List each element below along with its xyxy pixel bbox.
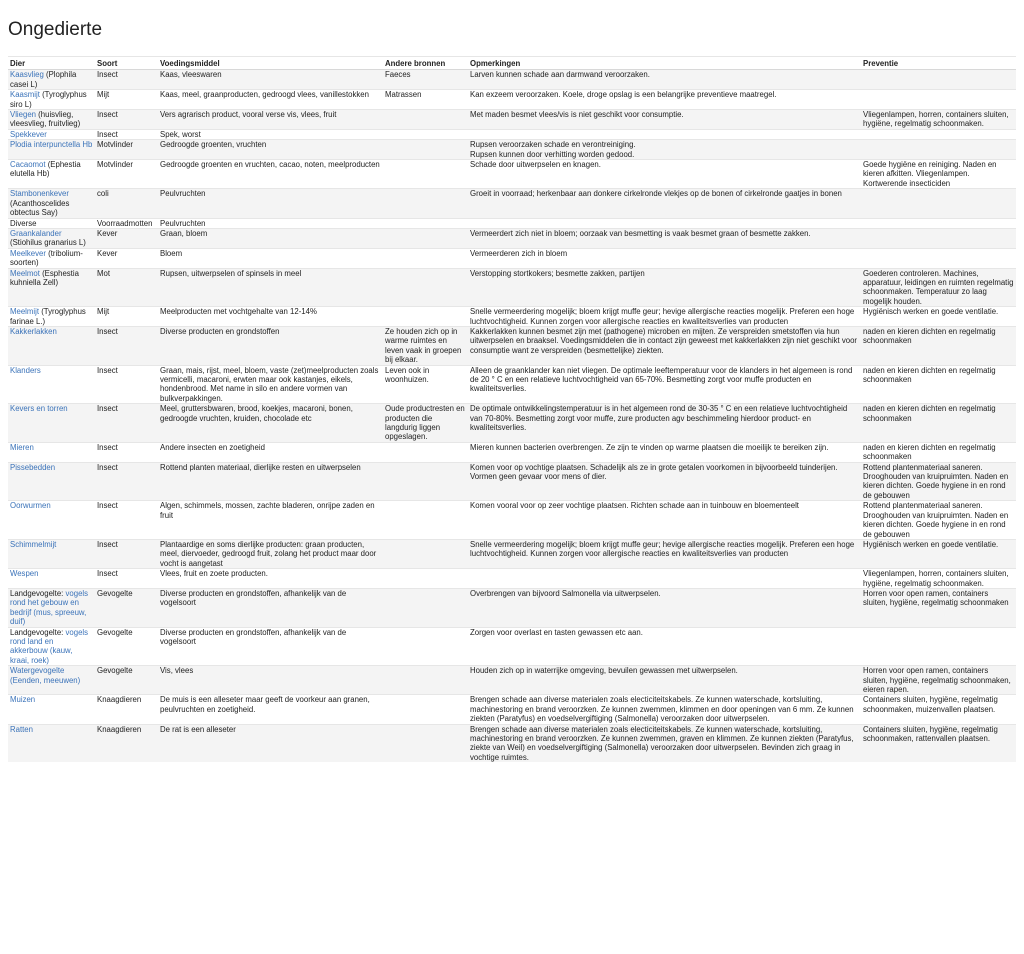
animal-link[interactable]: Kakkerlakken: [10, 326, 57, 336]
table-row: [8, 462, 1016, 501]
cell-voedingsmiddel: Algen, schimmels, mossen, zachte bladeren, onrijpe zaden en fruit: [158, 501, 383, 540]
animal-link[interactable]: Watergevogelte (Eenden, meeuwen): [10, 666, 81, 685]
animal-latin-name: (Tyroglyphus siro L): [10, 90, 87, 109]
cell-dier: [8, 404, 95, 443]
cell-preventie: Horren voor open ramen, containers sluiten, hygiëne, regelmatig schoonmaken, eieren rapen.: [861, 666, 1016, 695]
cell-dier: [8, 140, 95, 160]
cell-preventie: Hygiënisch werken en goede ventilatie.: [861, 539, 1016, 568]
table-row: [8, 248, 1016, 268]
cell-voedingsmiddel: Rottend planten materiaal, dierlijke resten en uitwerpselen: [158, 462, 383, 501]
table-row: [8, 501, 1016, 540]
cell-dier: [8, 307, 95, 327]
cell-soort: Voorraadmotten: [95, 218, 158, 228]
cell-andere-bronnen: Matrassen: [383, 90, 468, 110]
cell-andere-bronnen: [383, 248, 468, 268]
cell-andere-bronnen: [383, 724, 468, 762]
column-header-andere-bronnen: Andere bronnen: [383, 57, 468, 70]
cell-dier: [8, 462, 95, 501]
cell-preventie: Hygiënisch werken en goede ventilatie.: [861, 307, 1016, 327]
cell-preventie: naden en kieren dichten en regelmatig schoonmaken: [861, 365, 1016, 404]
cell-andere-bronnen: [383, 140, 468, 160]
animal-latin-name: (Ephestia elutella Hb): [10, 160, 81, 179]
cell-preventie: Vliegenlampen, horren, containers sluiten, hygiëne, regelmatig schoonmaken.: [861, 110, 1016, 130]
cell-voedingsmiddel: Graan, mais, rijst, meel, bloem, vaste (zet)meelproducten zoals vermicelli, macaroni, erwten maar ook kastanjes, eikels, hondenbrood. Met name in silo en andere vormen van bulkverpakkingen.: [158, 365, 383, 404]
cell-soort: coli: [95, 189, 158, 218]
table-row: [8, 539, 1016, 568]
cell-dier: [8, 365, 95, 404]
cell-dier: [8, 189, 95, 218]
cell-preventie: [861, 90, 1016, 110]
cell-andere-bronnen: [383, 442, 468, 462]
cell-soort: Insect: [95, 501, 158, 540]
cell-preventie: [861, 129, 1016, 139]
cell-opmerkingen: [468, 569, 861, 589]
cell-preventie: Containers sluiten, hygiëne, regelmatig schoonmaken, muizenvallen plaatsen.: [861, 695, 1016, 724]
cell-preventie: [861, 228, 1016, 248]
animal-link[interactable]: Plodia interpunctella Hb: [10, 140, 93, 150]
animal-prefix: Landgevogelte:: [10, 627, 66, 637]
animal-link[interactable]: Pissebedden: [10, 462, 56, 472]
cell-opmerkingen-line: Rupsen veroorzaken schade en verontreiniging.: [470, 140, 636, 150]
cell-voedingsmiddel: Graan, bloem: [158, 228, 383, 248]
cell-opmerkingen: [468, 129, 861, 139]
table-row: [8, 268, 1016, 307]
cell-andere-bronnen: Leven ook in woonhuizen.: [383, 365, 468, 404]
animal-latin-name: (Stiohilus granarius L): [10, 238, 86, 248]
animal-link[interactable]: Stambonenkever: [10, 189, 69, 199]
cell-opmerkingen: Verstopping stortkokers; besmette zakken, partijen: [468, 268, 861, 307]
cell-opmerkingen: Vermeerderen zich in bloem: [468, 248, 861, 268]
cell-andere-bronnen: [383, 462, 468, 501]
cell-soort: Gevogelte: [95, 627, 158, 666]
animal-prefix: Diverse: [10, 218, 37, 228]
cell-soort: Motvlinder: [95, 140, 158, 160]
cell-soort: Insect: [95, 442, 158, 462]
cell-opmerkingen: Komen voor op vochtige plaatsen. Schadelijk als ze in grote getalen voorkomen in bijvoorbeeld tuinderijen. Vormen geen gevaar voor mens of dier.: [468, 462, 861, 501]
animal-latin-name: (Tyroglyphus farinae L.): [10, 307, 86, 326]
animal-link[interactable]: Schimmelmijt: [10, 539, 57, 549]
cell-opmerkingen: De optimale ontwikkelingstemperatuur is in het algemeen rond de 30-35 ° C en een relatieve luchtvochtigheid van 70-80%. Besmetting zorgt voor muffe, zure producten agv beschimmeling hierdoor product- en kwaliteitsverlies.: [468, 404, 861, 443]
cell-soort: Mijt: [95, 307, 158, 327]
cell-voedingsmiddel: Meelproducten met vochtgehalte van 12-14%: [158, 307, 383, 327]
table-row: [8, 189, 1016, 218]
table-row: [8, 404, 1016, 443]
cell-soort: Gevogelte: [95, 588, 158, 627]
cell-preventie: [861, 189, 1016, 218]
cell-andere-bronnen: Ze houden zich op in warme ruimtes en leven vaak in groepen bij elkaar.: [383, 326, 468, 365]
cell-dier: [8, 539, 95, 568]
cell-soort: Insect: [95, 365, 158, 404]
table-row: [8, 588, 1016, 627]
animal-link[interactable]: Ratten: [10, 724, 33, 734]
cell-preventie: Containers sluiten, hygiëne, regelmatig schoonmaken, rattenvallen plaatsen.: [861, 724, 1016, 762]
cell-opmerkingen: Met maden besmet vlees/vis is niet geschikt voor consumptie.: [468, 110, 861, 130]
cell-soort: Insect: [95, 539, 158, 568]
column-header-preventie: Preventie: [861, 57, 1016, 70]
cell-soort: Gevogelte: [95, 666, 158, 695]
cell-preventie: naden en kieren dichten en regelmatig schoonmaken: [861, 404, 1016, 443]
cell-opmerkingen: Kakkerlakken kunnen besmet zijn met (pathogene) microben en mijten. Ze verspreiden smetstoffen via hun uitwerpselen en braaksel. Voedingsmiddelen die in contact zijn geweest met kakkerlakken zijn niet geschikt voor consumptie want ze verspreiden (besmettelijke) ziekten.: [468, 326, 861, 365]
cell-preventie: Vliegenlampen, horren, containers sluiten, hygiëne, regelmatig schoonmaken.: [861, 569, 1016, 589]
cell-soort: Insect: [95, 326, 158, 365]
cell-voedingsmiddel: Diverse producten en grondstoffen, afhankelijk van de vogelsoort: [158, 588, 383, 627]
cell-opmerkingen: Snelle vermeerdering mogelijk; bloem krijgt muffe geur; hevige allergische reacties mogelijk. Preferen een hoge luchtvochtigheid. Kunnen zorgen voor allergische reacties en kwaliteitsverlies van producten: [468, 539, 861, 568]
cell-dier: [8, 627, 95, 666]
column-header-soort: Soort: [95, 57, 158, 70]
cell-preventie: Rottend plantenmateriaal saneren. Drooghouden van kruipruimten. Naden en kieren dichten. Goede hygiene in en rond de gebouwen: [861, 501, 1016, 540]
cell-soort: Insect: [95, 462, 158, 501]
animal-link[interactable]: vogels rond het gebouw en bedrijf (mus, spreeuw, duif): [10, 588, 89, 627]
cell-opmerkingen: Brengen schade aan diverse materialen zoals electiciteitskabels. Ze kunnen waterschade, kortsluiting, machinestoring en brand veroorzken. Ze kunnen zwemmen, graven en klimmen. Ze kunnen ziekten (Paratyfus, ziekte van Weil) en voedselvergiftiging (Salmonella) veroorzaken door uitwerpselen. Bevinden zich graag in vochtige ruimtes.: [468, 724, 861, 762]
table-row: [8, 365, 1016, 404]
table-row: [8, 110, 1016, 130]
cell-opmerkingen: Brengen schade aan diverse materialen zoals electiciteitskabels. Ze kunnen waterschade, kortsluiting, machinestoring en brand veroorzken. Ze kunnen zwemmen, klimmen en door openingen van 6 mm. Ze kunnen ziekten (Paratyfus) en voedselvergiftiging (Salmonella) veroorzaken door uitwerpselen.: [468, 695, 861, 724]
cell-opmerkingen: Zorgen voor overlast en tasten gewassen etc aan.: [468, 627, 861, 666]
cell-opmerkingen: Groeit in voorraad; herkenbaar aan donkere cirkelronde vlekjes op de bonen of cirkelronde gaatjes in bonen: [468, 189, 861, 218]
cell-dier: [8, 501, 95, 540]
cell-dier: [8, 248, 95, 268]
cell-andere-bronnen: [383, 129, 468, 139]
cell-opmerkingen: Vermeerdert zich niet in bloem; oorzaak van besmetting is vaak besmet graan of besmette zakken.: [468, 228, 861, 248]
animal-link[interactable]: Kaasvlieg: [10, 70, 44, 80]
cell-opmerkingen-line: Rupsen kunnen door verhitting worden gedood.: [470, 149, 635, 159]
cell-preventie: [861, 248, 1016, 268]
animal-link[interactable]: Meelkever: [10, 248, 46, 258]
animal-link[interactable]: Klanders: [10, 365, 41, 375]
cell-voedingsmiddel: Peulvruchten: [158, 218, 383, 228]
cell-preventie: naden en kieren dichten en regelmatig schoonmaken: [861, 326, 1016, 365]
cell-andere-bronnen: Faeces: [383, 70, 468, 90]
table-row: [8, 140, 1016, 160]
cell-preventie: [861, 70, 1016, 90]
animal-latin-name: (tribolium-soorten): [10, 248, 83, 268]
table-row: [8, 569, 1016, 589]
cell-opmerkingen: [468, 140, 861, 160]
cell-voedingsmiddel: Plantaardige en soms dierlijke producten: graan producten, meel, diervoeder, gedroogd fruit, zolang het product maar door vocht is aangetast: [158, 539, 383, 568]
animal-link[interactable]: Graankalander: [10, 228, 62, 238]
cell-dier: [8, 228, 95, 248]
cell-preventie: Horren voor open ramen, containers sluiten, hygiëne, regelmatig schoonmaken: [861, 588, 1016, 627]
cell-opmerkingen: Alleen de graanklander kan niet vliegen. De optimale leeftemperatuur voor de klanders in het algemeen is rond de 20 ° C en een relatieve luchtvochtigheid van 65-70%. Besmetting zorgt voor muffe producten en kwaliteitsverlies.: [468, 365, 861, 404]
table-row: [8, 218, 1016, 228]
animal-prefix: Landgevogelte:: [10, 588, 66, 598]
cell-preventie: [861, 627, 1016, 666]
cell-voedingsmiddel: Meel, gruttersbwaren, brood, koekjes, macaroni, bonen, gedroogde vruchten, kruiden, chocolade etc: [158, 404, 383, 443]
cell-soort: Insect: [95, 404, 158, 443]
cell-dier: [8, 129, 95, 139]
cell-voedingsmiddel: Kaas, meel, graanproducten, gedroogd vlees, vanillestokken: [158, 90, 383, 110]
cell-preventie: [861, 140, 1016, 160]
cell-voedingsmiddel: Kaas, vleeswaren: [158, 70, 383, 90]
table-row: [8, 90, 1016, 110]
cell-voedingsmiddel: Andere insecten en zoetigheid: [158, 442, 383, 462]
animal-link[interactable]: Cacaomot: [10, 160, 46, 170]
column-header-dier: Dier: [8, 57, 95, 70]
cell-opmerkingen: Mieren kunnen bacterien overbrengen. Ze zijn te vinden op warme plaatsen die moeilijk te bereiken zijn.: [468, 442, 861, 462]
cell-andere-bronnen: [383, 189, 468, 218]
cell-voedingsmiddel: Bloem: [158, 248, 383, 268]
cell-dier: [8, 724, 95, 762]
page-title: Ongedierte: [8, 19, 103, 40]
cell-voedingsmiddel: Peulvruchten: [158, 189, 383, 218]
column-header-opmerkingen: Opmerkingen: [468, 57, 861, 70]
cell-voedingsmiddel: De rat is een alleseter: [158, 724, 383, 762]
table-row: [8, 326, 1016, 365]
cell-dier: [8, 588, 95, 627]
table-row: [8, 160, 1016, 189]
table-header-row: [8, 57, 1016, 70]
animal-link[interactable]: Meelmot: [10, 268, 40, 278]
cell-andere-bronnen: [383, 268, 468, 307]
cell-soort: Mijt: [95, 90, 158, 110]
cell-andere-bronnen: [383, 627, 468, 666]
cell-voedingsmiddel: Vis, vlees: [158, 666, 383, 695]
table-row: [8, 442, 1016, 462]
cell-soort: Insect: [95, 70, 158, 90]
table-row: [8, 627, 1016, 666]
cell-dier: [8, 90, 95, 110]
cell-andere-bronnen: [383, 160, 468, 189]
cell-voedingsmiddel: Gedroogde groenten en vruchten, cacao, noten, meelproducten: [158, 160, 383, 189]
cell-voedingsmiddel: Gedroogde groenten, vruchten: [158, 140, 383, 160]
cell-andere-bronnen: [383, 588, 468, 627]
cell-andere-bronnen: [383, 695, 468, 724]
cell-andere-bronnen: [383, 110, 468, 130]
cell-dier: [8, 218, 95, 228]
animal-link[interactable]: vogels rond land en akkerbouw (kauw, kraai, roek): [10, 627, 89, 665]
cell-soort: Insect: [95, 110, 158, 130]
cell-andere-bronnen: [383, 539, 468, 568]
cell-preventie: [861, 218, 1016, 228]
animal-link[interactable]: Oorwurmen: [10, 501, 51, 511]
animal-link[interactable]: Meelmijt: [10, 307, 40, 317]
cell-preventie: naden en kieren dichten en regelmatig schoonmaken: [861, 442, 1016, 462]
cell-soort: Knaagdieren: [95, 695, 158, 724]
cell-opmerkingen: Overbrengen van bijvoord Salmonella via uitwerpselen.: [468, 588, 861, 627]
cell-andere-bronnen: Oude productresten en producten die langdurig liggen opgeslagen.: [383, 404, 468, 443]
animal-latin-name: (Plophila casei L): [10, 70, 77, 89]
cell-voedingsmiddel: Vers agrarisch product, vooral verse vis, vlees, fruit: [158, 110, 383, 130]
cell-preventie: Rottend plantenmateriaal saneren. Drooghouden van kruipruimten. Naden en kieren dichten. Goede hygiene in en rond de gebouwen: [861, 462, 1016, 501]
animal-link[interactable]: Muizen: [10, 695, 36, 705]
cell-preventie: Goederen controleren. Machines, apparatuur, leidingen en ruimten regelmatig schoonmaken. Temperatuur zo laag mogelijk houden.: [861, 268, 1016, 307]
animal-latin-name: (Acanthoscelides obtectus Say): [10, 198, 70, 218]
cell-voedingsmiddel: De muis is een alleseter maar geeft de voorkeur aan granen, peulvruchten en zoetigheid.: [158, 695, 383, 724]
animal-latin-name: (huisvlieg, vleesvlieg, fruitvlieg): [10, 110, 81, 129]
animal-link[interactable]: Kaasmijt: [10, 90, 40, 100]
cell-soort: Knaagdieren: [95, 724, 158, 762]
cell-voedingsmiddel: Spek, worst: [158, 129, 383, 139]
cell-dier: [8, 569, 95, 589]
cell-opmerkingen: [468, 218, 861, 228]
cell-dier: [8, 70, 95, 90]
cell-soort: Mot: [95, 268, 158, 307]
cell-voedingsmiddel: Rupsen, uitwerpselen of spinsels in meel: [158, 268, 383, 307]
column-header-voedingsmiddel: Voedingsmiddel: [158, 57, 383, 70]
cell-andere-bronnen: [383, 569, 468, 589]
table-row: [8, 724, 1016, 762]
cell-voedingsmiddel: Diverse producten en grondstoffen, afhankelijk van de vogelsoort: [158, 627, 383, 666]
pest-table: [8, 56, 1016, 762]
cell-opmerkingen: Kan exzeem veroorzaken. Koele, droge opslag is een belangrijke preventieve maatregel.: [468, 90, 861, 110]
cell-andere-bronnen: [383, 228, 468, 248]
cell-soort: Insect: [95, 129, 158, 139]
table-row: [8, 129, 1016, 139]
cell-andere-bronnen: [383, 666, 468, 695]
cell-andere-bronnen: [383, 307, 468, 327]
cell-soort: Motvlinder: [95, 160, 158, 189]
cell-opmerkingen: Komen vooral voor op zeer vochtige plaatsen. Richten schade aan in tuinbouw en bloementeelt: [468, 501, 861, 540]
animal-link[interactable]: Mieren: [10, 442, 34, 452]
cell-andere-bronnen: [383, 501, 468, 540]
cell-dier: [8, 442, 95, 462]
animal-link[interactable]: Wespen: [10, 569, 39, 579]
animal-link[interactable]: Spekkever: [10, 129, 47, 139]
animal-link[interactable]: Vliegen: [10, 110, 37, 120]
cell-dier: [8, 110, 95, 130]
cell-voedingsmiddel: Diverse producten en grondstoffen: [158, 326, 383, 365]
table-row: [8, 695, 1016, 724]
cell-opmerkingen: Larven kunnen schade aan darmwand veroorzaken.: [468, 70, 861, 90]
cell-soort: Kever: [95, 228, 158, 248]
cell-voedingsmiddel: Vlees, fruit en zoete producten.: [158, 569, 383, 589]
cell-dier: [8, 326, 95, 365]
cell-dier: [8, 160, 95, 189]
table-row: [8, 70, 1016, 90]
animal-link[interactable]: Kevers en torren: [10, 404, 68, 414]
cell-soort: Insect: [95, 569, 158, 589]
table-row: [8, 228, 1016, 248]
cell-preventie: Goede hygiëne en reiniging. Naden en kieren afkitten. Vliegenlampen. Kortwerende insecticiden: [861, 160, 1016, 189]
cell-andere-bronnen: [383, 218, 468, 228]
cell-opmerkingen: Houden zich op in waterrijke omgeving, bevuilen gewassen met uitwerpselen.: [468, 666, 861, 695]
cell-opmerkingen: Snelle vermeerdering mogelijk; bloem krijgt muffe geur; hevige allergische reacties mogelijk. Preferen een hoge luchtvochtigheid. Kunnen zorgen voor allergische reacties en kwaliteitsverlies van producten: [468, 307, 861, 327]
table-body: [8, 70, 1016, 762]
cell-dier: [8, 666, 95, 695]
cell-opmerkingen: Schade door uitwerpselen en knagen.: [468, 160, 861, 189]
cell-soort: Kever: [95, 248, 158, 268]
table-row: [8, 307, 1016, 327]
cell-dier: [8, 268, 95, 307]
cell-dier: [8, 695, 95, 724]
animal-latin-name: (Esphestia kuhniella Zell): [10, 268, 79, 287]
table-row: [8, 666, 1016, 695]
